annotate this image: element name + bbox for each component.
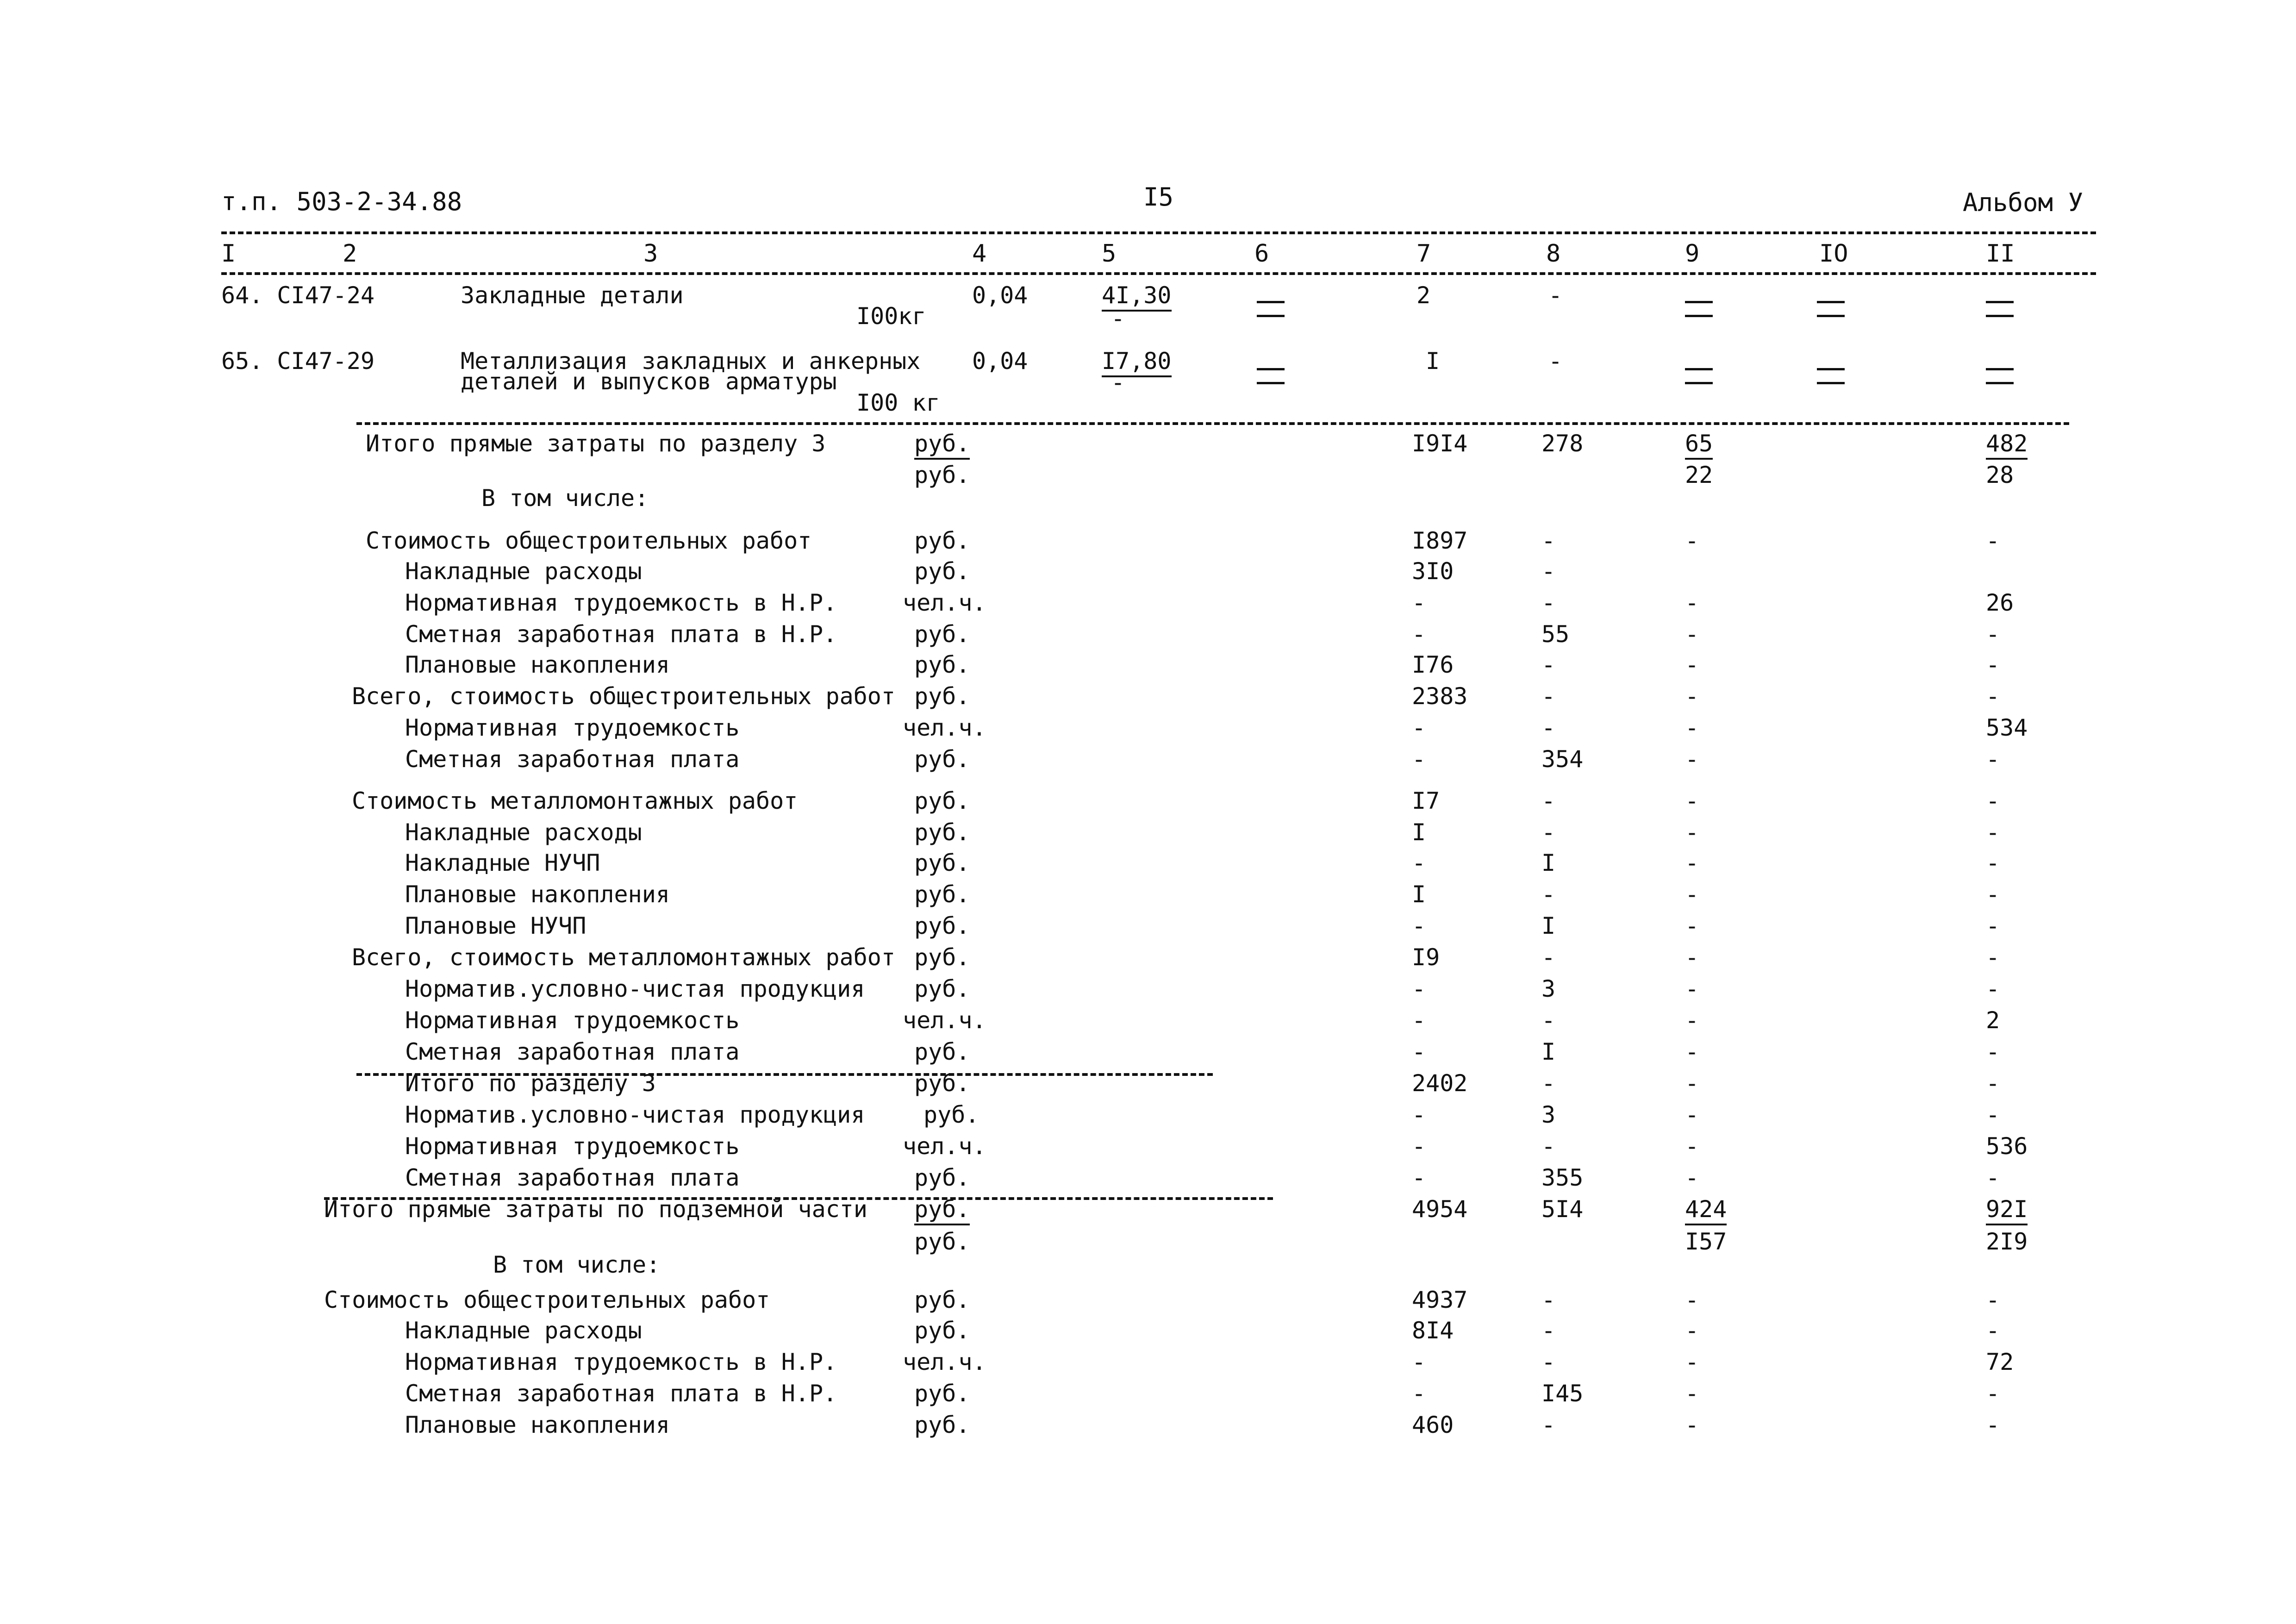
row-col9: - (1685, 912, 1699, 939)
row-col9: - (1685, 1287, 1699, 1313)
row-col7: 3I0 (1412, 558, 1454, 585)
row-label: Итого прямые затраты по подземной части (324, 1196, 867, 1223)
row-unit: руб. (914, 431, 970, 456)
items-rule (356, 422, 2069, 425)
row-label: Нормативная трудоемкость в Н.Р. (405, 589, 837, 616)
row-label: Нормативная трудоемкость в Н.Р. (405, 1349, 837, 1375)
row-col7: 8I4 (1412, 1317, 1454, 1344)
row-col11: - (1986, 1164, 2000, 1191)
row-col8: - (1541, 1133, 1556, 1160)
row-label: Сметная заработная плата в Н.Р. (405, 621, 837, 648)
item-price-sub: - (1111, 305, 1125, 332)
item-number: 65. CI47-29 (221, 348, 375, 375)
summary-rule-2 (324, 1197, 1273, 1200)
row-label: Накладные НУЧП (405, 849, 600, 876)
row-label: Плановые накопления (405, 881, 670, 908)
row-col7: - (1412, 975, 1426, 1002)
row-col9: - (1685, 1164, 1699, 1191)
row-col7: - (1412, 1164, 1426, 1191)
row-label: Стоимость общестроительных работ (324, 1287, 770, 1313)
row-label: Нормативная трудоемкость (405, 1007, 740, 1034)
row-label: Нормативная трудоемкость (405, 1133, 740, 1160)
row-unit: руб. (914, 527, 970, 554)
row-col8: I45 (1541, 1380, 1584, 1407)
row-label: Сметная заработная плата (405, 1038, 740, 1065)
row-col9: - (1685, 527, 1699, 554)
row-unit: чел.ч. (903, 1007, 986, 1034)
row-unit: руб. (914, 881, 970, 908)
empty-mark (1257, 301, 1285, 303)
col-header-11: II (1986, 240, 2015, 268)
row-label: Норматив.условно-чистая продукция (405, 975, 865, 1002)
row-col7: - (1412, 1007, 1426, 1034)
col-header-9: 9 (1685, 240, 1700, 268)
row-col8: - (1541, 527, 1556, 554)
row-label: Сметная заработная плата (405, 746, 740, 773)
row-col11: 482 (1986, 431, 2028, 456)
row-unit: руб. (914, 683, 970, 710)
row-label: Накладные расходы (405, 1317, 642, 1344)
item-col7: 2 (1416, 282, 1431, 309)
empty-mark (1986, 382, 2014, 384)
row-col9: - (1685, 944, 1699, 971)
item-price: I7,80 (1102, 348, 1172, 374)
row-col8: - (1541, 1317, 1556, 1344)
row-col9: - (1685, 1349, 1699, 1375)
row-unit: руб. (914, 1412, 970, 1438)
row-col7: I9 (1412, 944, 1440, 971)
row-col7: - (1412, 1349, 1426, 1375)
row-unit: руб. (914, 819, 970, 846)
item-price: 4I,30 (1102, 282, 1172, 308)
row-col8: - (1541, 1007, 1556, 1034)
row-label: Всего, стоимость общестроительных работ (352, 683, 895, 710)
empty-mark (1685, 382, 1713, 384)
row-unit: чел.ч. (903, 1349, 986, 1375)
row-col8: 55 (1541, 621, 1570, 648)
row-col11: - (1986, 621, 2000, 648)
row-unit: руб. (923, 1101, 980, 1128)
row-label: В том числе: (481, 485, 649, 512)
album-label: Альбом У (1963, 188, 2084, 217)
row-col9: 22 (1685, 462, 1713, 488)
row-col9: - (1685, 787, 1699, 814)
empty-mark (1257, 315, 1285, 317)
row-col11: - (1986, 912, 2000, 939)
row-col7: 4937 (1412, 1287, 1468, 1313)
row-col9: - (1685, 1133, 1699, 1160)
row-col8: I (1541, 1038, 1556, 1065)
row-col8: I (1541, 849, 1556, 876)
col-header-1: I (221, 240, 236, 268)
row-unit: руб. (914, 787, 970, 814)
row-col8: - (1541, 558, 1556, 585)
row-col11: - (1986, 849, 2000, 876)
row-col8: - (1541, 1070, 1556, 1097)
row-col11: - (1986, 819, 2000, 846)
row-unit: руб. (914, 1070, 970, 1097)
row-col11: 28 (1986, 462, 2014, 488)
row-col8: 5I4 (1541, 1196, 1584, 1223)
row-unit: руб. (914, 746, 970, 773)
row-unit: руб. (914, 912, 970, 939)
row-col11: - (1986, 787, 2000, 814)
row-col9: - (1685, 589, 1699, 616)
row-unit: руб. (914, 1228, 970, 1255)
row-unit: чел.ч. (903, 714, 986, 741)
row-col8: - (1541, 589, 1556, 616)
row-col11: - (1986, 1317, 2000, 1344)
row-unit: руб. (914, 558, 970, 585)
row-label: Плановые НУЧП (405, 912, 586, 939)
row-col7: 4954 (1412, 1196, 1468, 1223)
row-label: Накладные расходы (405, 558, 642, 585)
row-col11: 2I9 (1986, 1228, 2028, 1255)
row-col11: 2 (1986, 1007, 2000, 1034)
col-header-2: 2 (343, 240, 357, 268)
row-col8: 355 (1541, 1164, 1584, 1191)
row-col7: - (1412, 849, 1426, 876)
row-unit: руб. (914, 1164, 970, 1191)
row-label: Сметная заработная плата (405, 1164, 740, 1191)
row-col8: I (1541, 912, 1556, 939)
row-label: Накладные расходы (405, 819, 642, 846)
row-label: Стоимость общестроительных работ (366, 527, 812, 554)
row-col8: - (1541, 1412, 1556, 1438)
row-col7: - (1412, 1380, 1426, 1407)
row-col7: I9I4 (1412, 430, 1468, 457)
row-unit: руб. (914, 1196, 970, 1222)
row-col9: - (1685, 714, 1699, 741)
header-rule-top (221, 231, 2096, 234)
item-qty: 0,04 (972, 282, 1028, 309)
row-col9: - (1685, 881, 1699, 908)
header-rule-bottom (221, 272, 2096, 275)
row-col9: - (1685, 1101, 1699, 1128)
row-col11: - (1986, 651, 2000, 678)
doc-code: т.п. 503-2-34.88 (221, 187, 462, 216)
col-header-6: 6 (1254, 240, 1269, 268)
row-unit: руб. (914, 975, 970, 1002)
empty-mark (1817, 301, 1845, 303)
row-col11: - (1986, 1287, 2000, 1313)
row-unit: руб. (914, 462, 970, 488)
item-col8: - (1548, 282, 1563, 309)
item-qty: 0,04 (972, 348, 1028, 375)
row-col7: - (1412, 1101, 1426, 1128)
row-col8: - (1541, 944, 1556, 971)
row-col9: - (1685, 683, 1699, 710)
empty-mark (1257, 382, 1285, 384)
row-label: Плановые накопления (405, 651, 670, 678)
row-col9: - (1685, 746, 1699, 773)
col-header-7: 7 (1416, 240, 1431, 268)
row-col8: - (1541, 1287, 1556, 1313)
row-unit: руб. (914, 944, 970, 971)
row-unit: руб. (914, 1317, 970, 1344)
row-col9: 65 (1685, 431, 1713, 456)
row-unit: руб. (914, 621, 970, 648)
row-col9: - (1685, 1380, 1699, 1407)
row-col7: - (1412, 1038, 1426, 1065)
col-header-10: IO (1819, 240, 1848, 268)
row-col7: I76 (1412, 651, 1454, 678)
row-label: Сметная заработная плата в Н.Р. (405, 1380, 837, 1407)
summary-rule-1 (356, 1073, 1213, 1076)
row-col7: I (1412, 819, 1426, 846)
row-col11: 26 (1986, 589, 2014, 616)
row-label: Стоимость металломонтажных работ (352, 787, 798, 814)
row-col9: - (1685, 819, 1699, 846)
row-col7: I897 (1412, 527, 1468, 554)
row-col9: - (1685, 651, 1699, 678)
col-header-5: 5 (1102, 240, 1117, 268)
row-col7: 2383 (1412, 683, 1468, 710)
row-label: Всего, стоимость металломонтажных работ (352, 944, 895, 971)
row-col8: 354 (1541, 746, 1584, 773)
row-col8: 3 (1541, 1101, 1556, 1128)
empty-mark (1986, 301, 2014, 303)
row-col7: - (1412, 1133, 1426, 1160)
row-unit: чел.ч. (903, 589, 986, 616)
row-col11: - (1986, 1038, 2000, 1065)
row-col11: - (1986, 746, 2000, 773)
row-col9: - (1685, 849, 1699, 876)
empty-mark (1817, 315, 1845, 317)
empty-mark (1257, 368, 1285, 370)
row-col11: - (1986, 975, 2000, 1002)
row-unit: руб. (914, 849, 970, 876)
row-col11: - (1986, 683, 2000, 710)
item-unit: I00кг (856, 303, 926, 330)
item-unit: I00 кг (856, 389, 940, 416)
empty-mark (1817, 382, 1845, 384)
row-col11: - (1986, 1380, 2000, 1407)
row-col11: - (1986, 1101, 2000, 1128)
item-name: Закладные детали (461, 282, 684, 309)
col-header-8: 8 (1546, 240, 1561, 268)
row-col11: 72 (1986, 1349, 2014, 1375)
row-col11: - (1986, 944, 2000, 971)
row-col9: - (1685, 975, 1699, 1002)
row-col7: I7 (1412, 787, 1440, 814)
row-col9: - (1685, 621, 1699, 648)
row-col9: I57 (1685, 1228, 1727, 1255)
row-col8: - (1541, 881, 1556, 908)
row-col9: 424 (1685, 1196, 1727, 1222)
col-header-3: 3 (643, 240, 658, 268)
row-col7: - (1412, 714, 1426, 741)
row-col11: 534 (1986, 714, 2028, 741)
row-col7: - (1412, 912, 1426, 939)
row-col7: - (1412, 589, 1426, 616)
row-col7: - (1412, 746, 1426, 773)
item-price-sub: - (1111, 369, 1125, 396)
row-col9: - (1685, 1007, 1699, 1034)
row-label: Плановые накопления (405, 1412, 670, 1438)
row-col7: 460 (1412, 1412, 1454, 1438)
row-col9: - (1685, 1412, 1699, 1438)
row-col8: - (1541, 651, 1556, 678)
row-col8: 3 (1541, 975, 1556, 1002)
item-col8: - (1548, 348, 1563, 375)
empty-mark (1986, 315, 2014, 317)
row-col9: - (1685, 1070, 1699, 1097)
empty-mark (1685, 315, 1713, 317)
row-col11: - (1986, 1070, 2000, 1097)
row-col9: - (1685, 1317, 1699, 1344)
row-col8: - (1541, 683, 1556, 710)
row-label: Итого прямые затраты по разделу 3 (366, 430, 826, 457)
item-number: 64. CI47-24 (221, 282, 375, 309)
empty-mark (1986, 368, 2014, 370)
row-col7: - (1412, 621, 1426, 648)
row-col8: - (1541, 714, 1556, 741)
row-col7: 2402 (1412, 1070, 1468, 1097)
row-label: Норматив.условно-чистая продукция (405, 1101, 865, 1128)
row-col11: 536 (1986, 1133, 2028, 1160)
page-number: I5 (1143, 182, 1174, 212)
item-col7: I (1426, 348, 1440, 375)
row-col8: - (1541, 819, 1556, 846)
row-col11: - (1986, 1412, 2000, 1438)
empty-mark (1685, 301, 1713, 303)
row-label: В том числе: (493, 1251, 661, 1278)
row-col11: - (1986, 881, 2000, 908)
empty-mark (1817, 368, 1845, 370)
row-col11: 92I (1986, 1196, 2028, 1222)
row-unit: руб. (914, 1287, 970, 1313)
empty-mark (1685, 368, 1713, 370)
item-name-line-1: Металлизация закладных и анкерных (461, 348, 921, 375)
row-col8: - (1541, 1349, 1556, 1375)
row-col11: - (1986, 527, 2000, 554)
row-col7: I (1412, 881, 1426, 908)
row-label: Итого по разделу 3 (405, 1070, 656, 1097)
col-header-4: 4 (972, 240, 987, 268)
row-unit: руб. (914, 651, 970, 678)
row-label: Нормативная трудоемкость (405, 714, 740, 741)
item-name-line-2: деталей и выпусков арматуры (461, 368, 837, 395)
row-unit: руб. (914, 1380, 970, 1407)
row-col8: 278 (1541, 430, 1584, 457)
row-unit: чел.ч. (903, 1133, 986, 1160)
row-col8: - (1541, 787, 1556, 814)
row-unit: руб. (914, 1038, 970, 1065)
row-col9: - (1685, 1038, 1699, 1065)
